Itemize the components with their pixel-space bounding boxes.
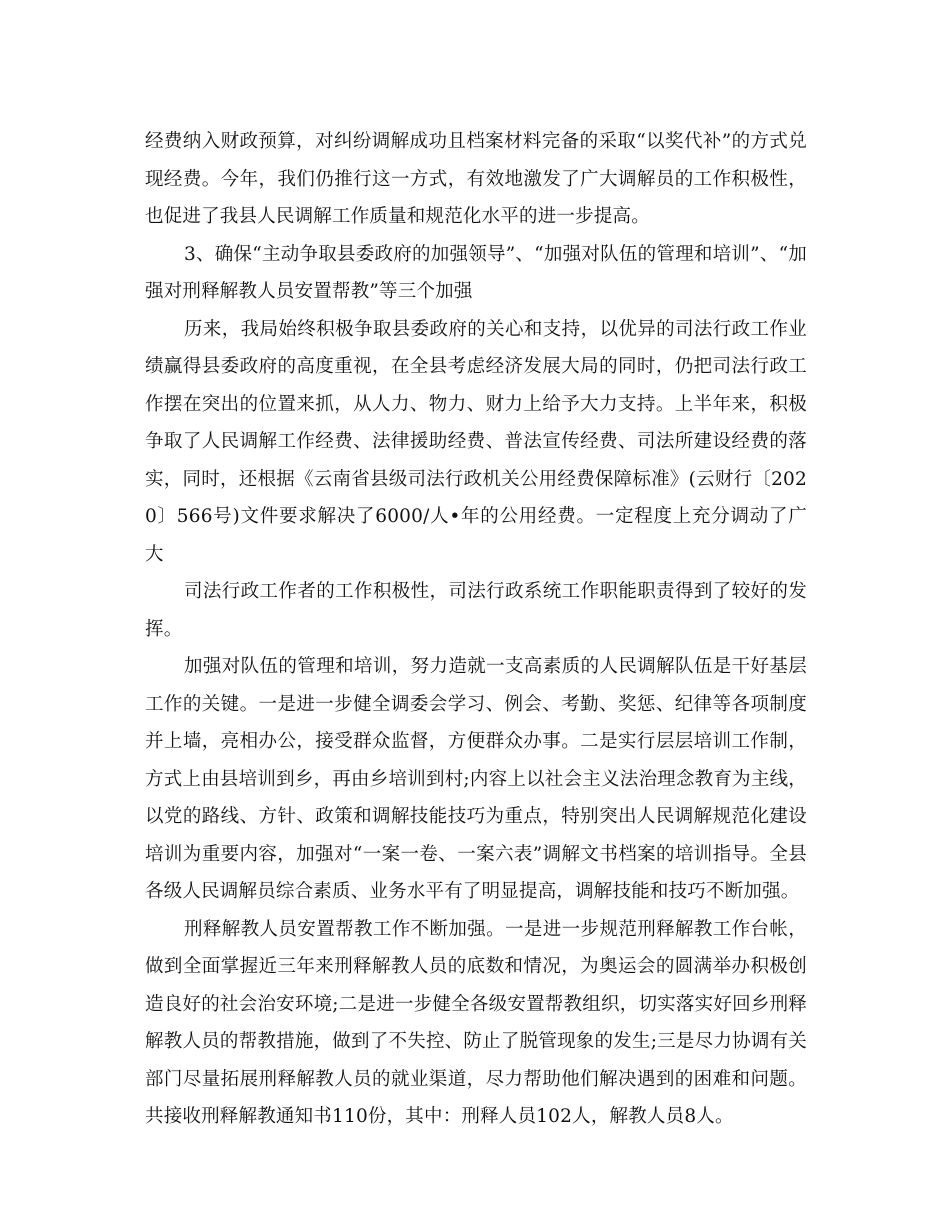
paragraph-government-support: 历来，我局始终积极争取县委政府的关心和支持，以优异的司法行政工作业绩赢得县委政府的高度重视，在全县考虑经济发展大局的同时，仍把司法行政工作摆在突出的位置来抓，从人力、物力、财力上给予大力支持。上半年来，积极争取了人民调解工作经费、法律援助经费、普法宣传经费、司法所建设经费的落实，同时，还根据《云南省县级司法行政机关公用经费保障标准》(云财行〔2020〕566号)文件要求解决了6000/人•年的公用经费。一定程度上充分调动了广大: [145, 318, 807, 565]
paragraph-three-strengthenings-heading: 3、确保“主动争取县委政府的加强领导”、“加强对队伍的管理和培训”、“加强对刑释解教人员安置帮教”等三个加强: [145, 243, 807, 302]
paragraph-judicial-staff-motivation: 司法行政工作者的工作积极性，司法行政系统工作职能职责得到了较好的发挥。: [145, 581, 807, 640]
paragraph-funding-incentive: 经费纳入财政预算，对纠纷调解成功且档案材料完备的采取“以奖代补”的方式兑现经费。今年，我们仍推行这一方式，有效地激发了广大调解员的工作积极性，也促进了我县人民调解工作质量和规范化水平的进一步提高。: [145, 131, 807, 227]
document-body: [145, 123, 807, 1136]
paragraph-resettlement-assistance: 刑释解教人员安置帮教工作不断加强。一是进一步规范刑释解教工作台帐，做到全面掌握近三年来刑释解教人员的底数和情况，为奥运会的圆满举办积极创造良好的社会治安环境;二是进一步健全各级安置帮教组织，切实落实好回乡刑释解教人员的帮教措施，做到了不失控、防止了脱管现象的发生;三是尽力协调有关部门尽量拓展刑释解教人员的就业渠道，尽力帮助他们解决遇到的困难和问题。共接收刑释解教通知书110份，其中：刑释人员102人，解教人员8人。: [145, 918, 807, 1127]
paragraph-team-training: 加强对队伍的管理和培训，努力造就一支高素质的人民调解队伍是干好基层工作的关键。一是进一步健全调委会学习、例会、考勤、奖惩、纪律等各项制度并上墙，亮相办公，接受群众监督，方便群众办事。二是实行层层培训工作制，方式上由县培训到乡，再由乡培训到村;内容上以社会主义法治理念教育为主线，以党的路线、方针、政策和调解技能技巧为重点，特别突出人民调解规范化建设培训为重要内容，加强对“一案一卷、一案六表”调解文书档案的培训指导。全县各级人民调解员综合素质、业务水平有了明显提高，调解技能和技巧不断加强。: [145, 656, 807, 902]
